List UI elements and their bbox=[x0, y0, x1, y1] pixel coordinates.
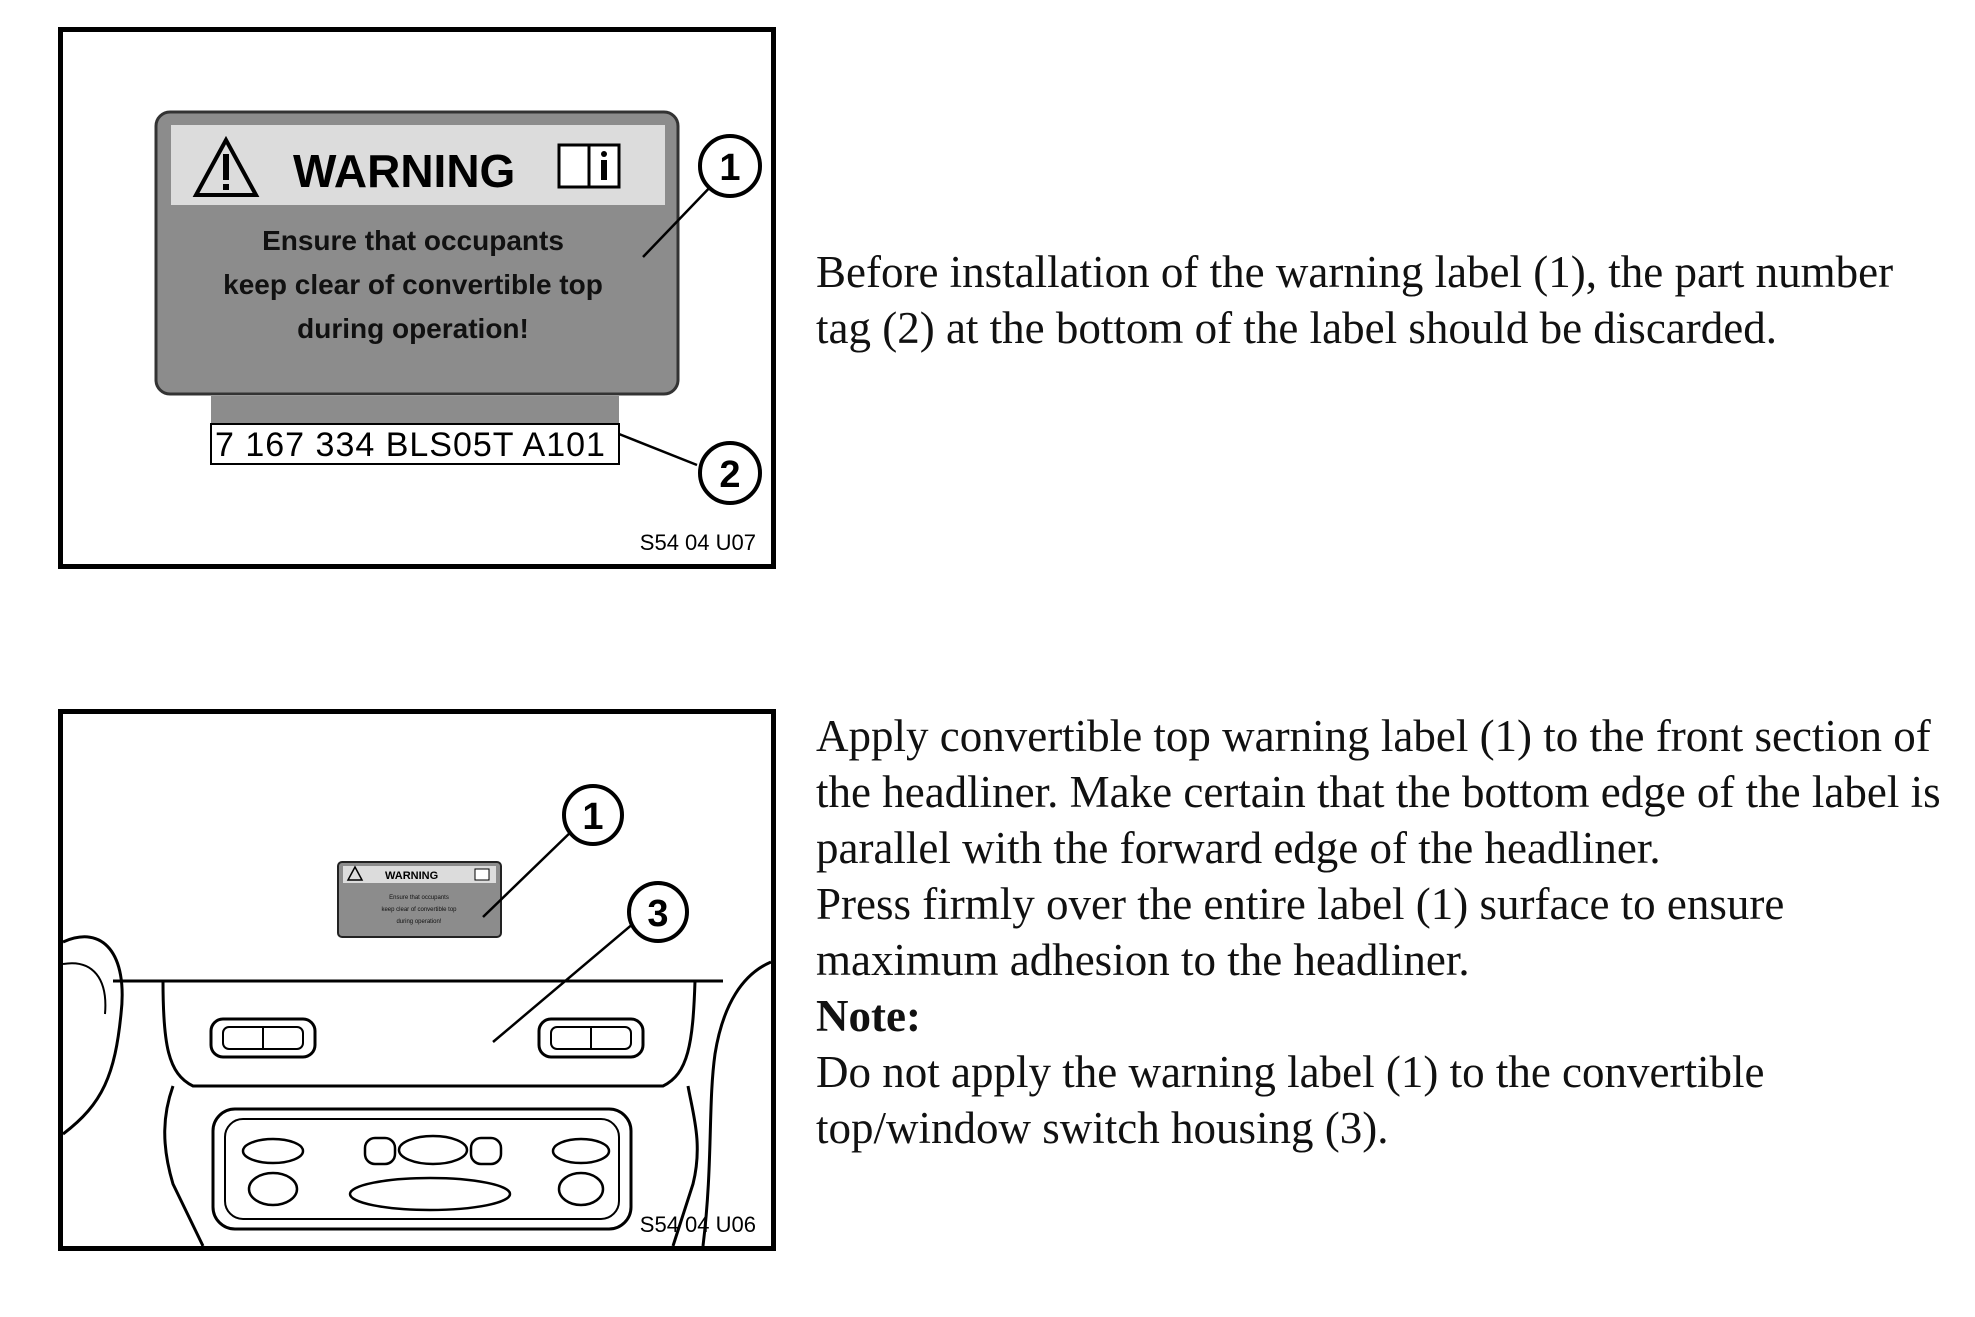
mini-warning-label bbox=[338, 862, 501, 937]
mini-manual-icon bbox=[475, 869, 489, 880]
warning-text-line-3: during operation! bbox=[297, 313, 529, 344]
warning-text-line-1: Ensure that occupants bbox=[262, 225, 564, 256]
part-number-text: 7 167 334 BLS05T A101 bbox=[215, 426, 606, 464]
left-sun-visor bbox=[63, 937, 122, 1134]
warning-label-illustration bbox=[63, 32, 771, 564]
mini-warning-line-3: during operation! bbox=[396, 919, 442, 925]
step-1-text: Before installation of the warning label (1), the part number tag (2) at the bottom of the label should be discarded. bbox=[816, 247, 1894, 353]
step-2-paragraph-1: Apply convertible top warning label (1) to the front section of the headliner. Make certain that the bottom edge of the label is parallel with the forward edge of the headliner. bbox=[816, 711, 1941, 873]
callout-2-leader bbox=[619, 434, 697, 465]
note-text: Do not apply the warning label (1) to the convertible top/window switch housing (3). bbox=[816, 1047, 1765, 1153]
manual-info-icon bbox=[559, 145, 619, 187]
figure-headliner bbox=[58, 709, 776, 1251]
figure-code: S54 04 U06 bbox=[639, 1212, 756, 1237]
callout-1-number: 1 bbox=[582, 796, 604, 838]
callout-1-number: 1 bbox=[719, 147, 741, 189]
figure-code: S54 04 U07 bbox=[639, 530, 756, 555]
step-2-paragraph-2: Press firmly over the entire label (1) surface to ensure maximum adhesion to the headliner. bbox=[816, 879, 1785, 985]
callout-2-number: 2 bbox=[719, 454, 741, 496]
mini-warning-heading: WARNING bbox=[385, 870, 439, 882]
step-1-instructions bbox=[816, 244, 1946, 356]
mini-warning-line-1: Ensure that occupants bbox=[389, 895, 449, 901]
step-2-instructions bbox=[816, 708, 1946, 1156]
callout-3-number: 3 bbox=[647, 893, 669, 935]
note-heading: Note: bbox=[816, 991, 921, 1041]
warning-heading: WARNING bbox=[293, 145, 516, 197]
switch-housing bbox=[163, 981, 695, 1086]
mini-warning-line-2: keep clear of convertible top bbox=[381, 907, 457, 913]
right-pillar bbox=[703, 962, 771, 1246]
part-number-tag-strip bbox=[211, 396, 619, 424]
warning-text-line-2: keep clear of convertible top bbox=[223, 269, 603, 300]
headliner-illustration bbox=[63, 714, 771, 1246]
figure-warning-label bbox=[58, 27, 776, 569]
